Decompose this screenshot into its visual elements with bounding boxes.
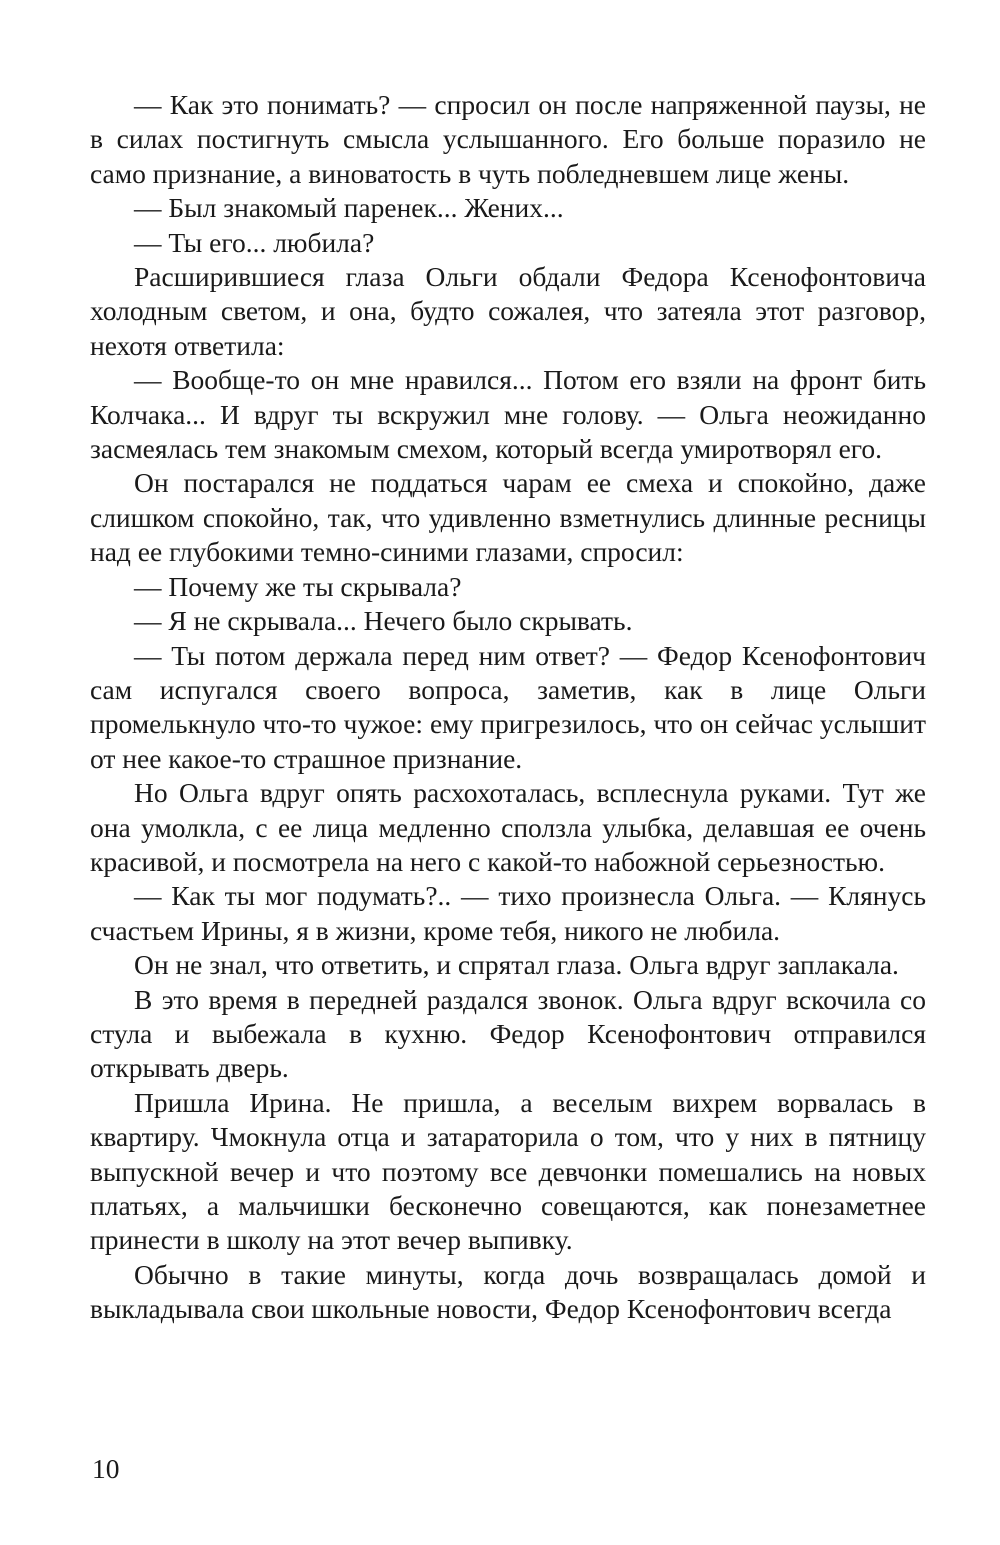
paragraph: — Ты потом держала перед ним ответ? — Федор Ксенофонтович сам испугался своего вопроса, заметив, как в лице Ольги промелькнуло что-то чужое: ему пригрезилось, что он сейчас услышит от нее какое-то страшное признание.	[90, 639, 926, 774]
paragraph: Но Ольга вдруг опять расхохоталась, всплеснула руками. Тут же она умолкла, с ее лица медленно сползла улыбка, делавшая ее очень красивой, и посмотрела на него с какой-то набожной серьезностью.	[90, 777, 926, 877]
paragraph: Пришла Ирина. Не пришла, а веселым вихрем ворвалась в квартиру. Чмокнула отца и затараторила о том, что у них в пятницу выпускной вечер и что поэтому все девчонки помешались на новых платьях, а мальчишки бесконечно совещаются, как понезаметнее принести в школу на этот вечер выпивку.	[90, 1086, 926, 1256]
page-number: 10	[92, 1453, 120, 1484]
paragraph: — Ты его... любила?	[134, 226, 375, 258]
paragraph: — Почему же ты скрывала?	[134, 570, 462, 602]
paragraph: — Был знакомый паренек... Жених...	[134, 192, 564, 224]
paragraph: Он не знал, что ответить, и спрятал глаза. Ольга вдруг заплакала.	[134, 949, 899, 981]
paragraph: — Вообще-то он мне нравился... Потом его взяли на фронт бить Колчака... И вдруг ты вскружил мне голову. — Ольга неожиданно засмеялась тем знакомым смехом, который всегда умиротворял его.	[90, 364, 926, 465]
paragraph: — Как это понимать? — спросил он после напряженной паузы, не в силах постигнуть смысла услышанного. Его больше поразило не само признание, а виноватость в чуть побледневшем лице жены.	[90, 89, 926, 189]
body-text	[90, 88, 926, 1327]
paragraph: — Как ты мог подумать?.. — тихо произнесла Ольга. — Клянусь счастьем Ирины, я в жизни, кроме тебя, никого не любила.	[90, 880, 926, 946]
paragraph: В это время в передней раздался звонок. Ольга вдруг вскочила со стула и выбежала в кухню. Федор Ксенофонтович отправился открывать дверь.	[90, 983, 926, 1084]
paragraph: Обычно в такие минуты, когда дочь возвращалась домой и выкладывала свои школьные новости, Федор Ксенофонтович всегда	[90, 1258, 926, 1325]
paragraph: Он постарался не поддаться чарам ее смеха и спокойно, даже слишком спокойно, так, что удивленно взметнулись длинные ресницы над ее глубокими темно-синими глазами, спросил:	[90, 467, 926, 568]
paragraph: — Я не скрывала... Нечего было скрывать.	[134, 605, 633, 637]
paragraph: Расширившиеся глаза Ольги обдали Федора Ксенофонтовича холодным светом, и она, будто сожалея, что затеяла этот разговор, нехотя ответила:	[90, 261, 926, 361]
